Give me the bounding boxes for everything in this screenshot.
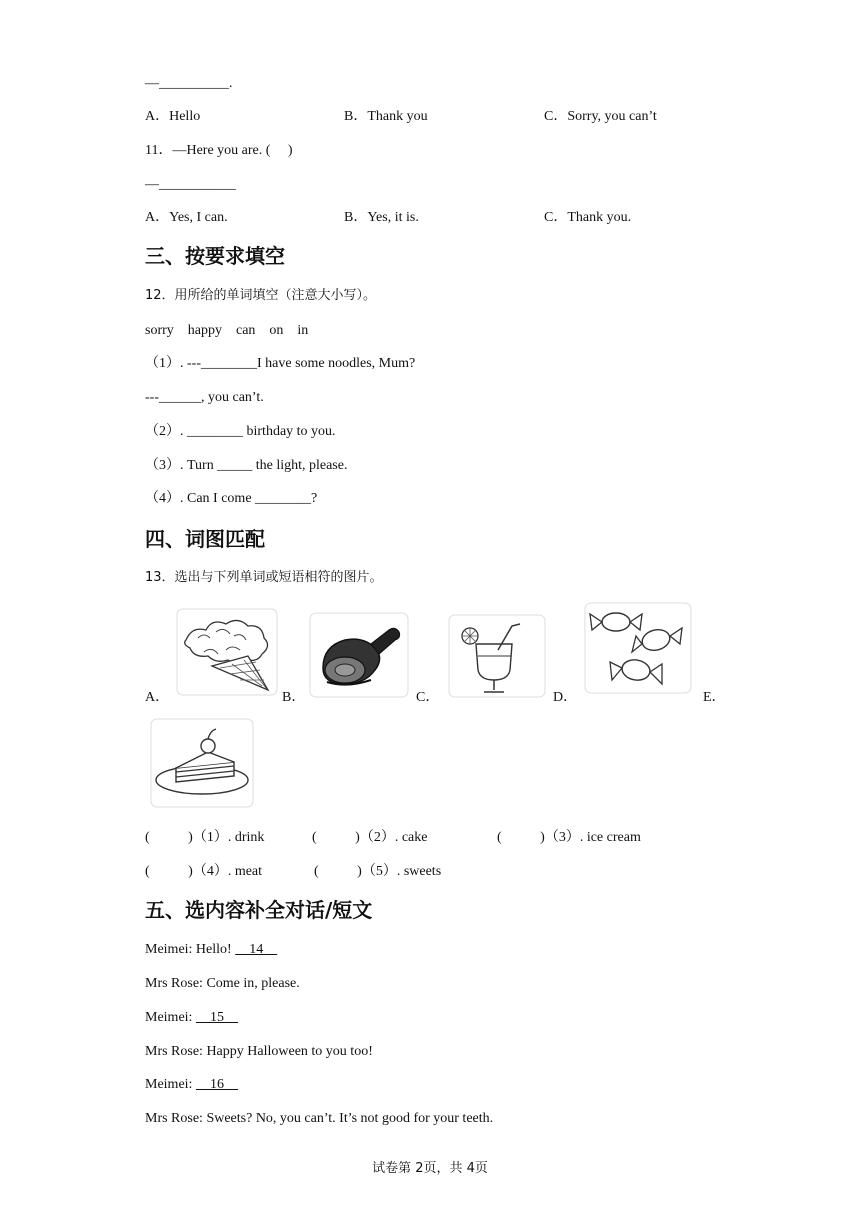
drink-icon [448,614,546,698]
q12-item-4: （4）. Can I come ________? [145,491,318,506]
q10-answer-line: —__________. [145,76,233,91]
dialogue-line-6: Mrs Rose: Sweets? No, you can’t. It’s not good for your teeth. [145,1111,494,1126]
match-item-sweets: ( )（5）. sweets [314,864,442,879]
q10-option-c: C．Sorry, you can’t [544,109,657,124]
q11-option-a: A．Yes, I can. [145,210,228,225]
q12-item-2: （2）. ________ birthday to you. [145,424,336,439]
match-item-meat: ( )（4）. meat [145,864,263,879]
picture-label-a: A． [145,690,170,705]
blank-15: 15 [195,1010,238,1025]
q12-instruction: 12．用所给的单词填空（注意大小写）。 [145,288,377,303]
q12-item-1-reply: ---______, you can’t. [145,390,264,405]
picture-label-e: E． [703,690,726,705]
q10-option-b: B．Thank you [344,109,428,124]
section4-title: 四、词图匹配 [145,527,265,551]
match-item-drink: ( )（1）. drink [145,830,265,845]
q11-question: 11．—Here you are. ( ) [145,143,293,158]
q11-option-c: C．Thank you. [544,210,632,225]
match-item-ice-cream: ( )（3）. ice cream [497,830,641,845]
meat-icon [309,612,409,698]
blank-14: 14 [235,942,278,957]
dialogue-line-4: Mrs Rose: Happy Halloween to you too! [145,1044,373,1059]
q12-item-1: （1）. ---________I have some noodles, Mum? [145,356,416,371]
ice-cream-icon [176,608,278,696]
dialogue-line-1: Meimei: Hello! 14 [145,942,278,957]
q13-instruction: 13．选出与下列单词或短语相符的图片。 [145,570,383,585]
cake-icon [150,718,254,808]
q12-item-3: （3）. Turn _____ the light, please. [145,458,348,473]
picture-label-d: D． [553,690,578,705]
picture-label-c: C． [416,690,440,705]
q11-answer-line: —___________ [145,177,236,192]
dialogue-line-3: Meimei: 15 [145,1010,238,1025]
picture-label-b: B． [282,690,306,705]
section5-title: 五、选内容补全对话/短文 [145,898,373,922]
word-bank: sorry happy can on in [145,323,309,338]
section3-title: 三、按要求填空 [145,244,285,268]
sweets-icon [584,602,692,694]
match-item-cake: ( )（2）. cake [312,830,428,845]
blank-16: 16 [195,1077,238,1092]
q11-option-b: B．Yes, it is. [344,210,419,225]
dialogue-line-2: Mrs Rose: Come in, please. [145,976,300,991]
page-footer: 试卷第 2页，共 4页 [372,1161,488,1176]
dialogue-line-5: Meimei: 16 [145,1077,238,1092]
q10-option-a: A．Hello [145,109,201,124]
